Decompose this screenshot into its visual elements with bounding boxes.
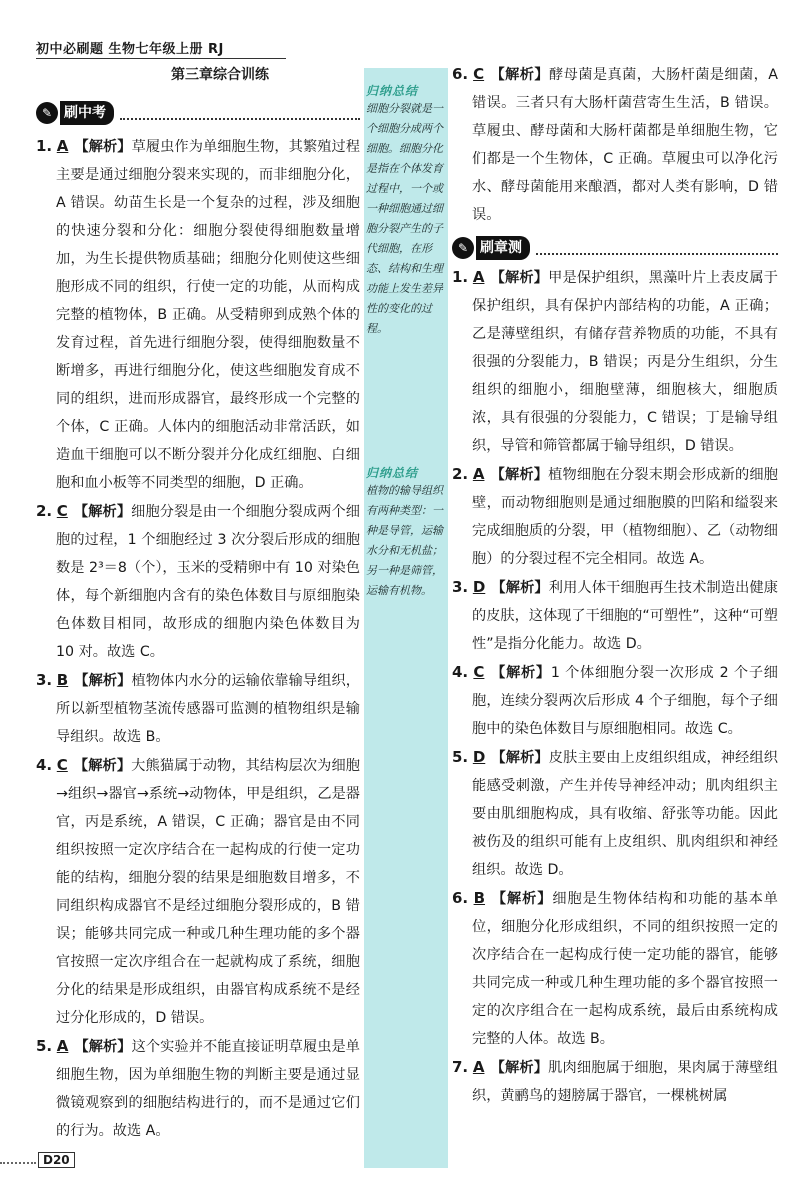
answer-item — [36, 497, 360, 666]
answer-choice: A — [472, 268, 485, 286]
answer-choice: C — [473, 663, 485, 681]
analysis-text: 这个实验并不能直接证明草履虫是单细胞生物，因为单细胞生物的判断主要是通过显微镜观察到的细胞结构进行的，而不是通过它们的行为。故选 A。 — [56, 1039, 360, 1139]
note-title-1: 归纳总结 — [366, 84, 419, 98]
note-text-1: 细胞分裂就是一个细胞分成两个细胞。细胞分化是指在个体发育过程中，一个或一种细胞通过细胞分裂产生的子代细胞，在形态、结构和生理功能上发生差异性的变化的过程。 — [366, 102, 443, 335]
footer-dotted-rule — [0, 1162, 36, 1164]
section-head-right — [452, 235, 778, 261]
pencil-icon: ✎ — [36, 102, 58, 124]
question-number: 3. — [452, 578, 469, 596]
answer-choice: A — [472, 465, 485, 483]
answer-choice: D — [472, 578, 486, 596]
analysis-tag: 【解析】 — [490, 1060, 549, 1076]
answer-item — [452, 263, 778, 460]
dotted-rule — [120, 106, 360, 120]
analysis-tag: 【解析】 — [490, 665, 551, 681]
analysis-text: 酵母菌是真菌，大肠杆菌是细菌，A 错误。三者只有大肠杆菌营寄生生活，B 错误。草履虫、酵母菌和大肠杆菌都是单细胞生物，它们都是一个生物体，C 正确。草履虫可以净化污水、酵母菌能用来酿酒，都对人类有影响，D 错误。 — [472, 67, 778, 223]
header-divider — [36, 58, 286, 59]
analysis-text: 肌肉细胞属于细胞，果肉属于薄壁组织，黄鹂鸟的翅膀属于器官，一棵桃树属 — [472, 1060, 778, 1104]
section-label-left: 刷中考 — [60, 101, 114, 125]
analysis-tag: 【解析】 — [490, 270, 549, 286]
question-number: 6. — [452, 65, 469, 83]
question-number: 2. — [36, 502, 53, 520]
answer-item — [452, 658, 778, 743]
question-number: 2. — [452, 465, 469, 483]
answer-item — [36, 132, 360, 497]
analysis-tag: 【解析】 — [491, 580, 549, 596]
chapter-title: 第三章综合训练 — [171, 67, 269, 83]
analysis-text: 1 个体细胞分裂一次形成 2 个子细胞，连续分裂两次后形成 4 个子细胞，每个子细胞中的染色体数目与原细胞相同。故选 C。 — [472, 665, 778, 737]
analysis-text: 植物体内水分的运输依靠输导组织，所以新型植物茎流传感器可监测的植物组织是输导组织。故选 B。 — [56, 673, 360, 745]
analysis-text: 利用人体干细胞再生技术制造出健康的皮肤，这体现了干细胞的“可塑性”，这种“可塑性”是指分化能力。故选 D。 — [472, 580, 778, 652]
analysis-text: 植物细胞在分裂末期会形成新的细胞壁，而动物细胞则是通过细胞膜的凹陷和缢裂来完成细胞质的分裂，甲（植物细胞）、乙（动物细胞）的分裂过程不完全相同。故选 A。 — [472, 467, 778, 567]
answer-item — [452, 460, 778, 573]
question-number: 4. — [36, 756, 53, 774]
right-column — [452, 60, 778, 1110]
answer-choice: A — [56, 1037, 69, 1055]
answer-item — [36, 751, 360, 1032]
running-header: 初中必刷题 生物七年级上册 RJ — [36, 42, 224, 57]
note-title-2: 归纳总结 — [366, 466, 419, 480]
analysis-tag: 【解析】 — [74, 139, 132, 155]
answer-item — [452, 743, 778, 884]
question-number: 4. — [452, 663, 469, 681]
answer-item — [452, 573, 778, 658]
answer-choice: C — [56, 756, 68, 774]
question-number: 5. — [452, 748, 469, 766]
answer-choice: C — [473, 65, 485, 83]
dotted-rule — [536, 241, 778, 255]
pencil-icon: ✎ — [452, 237, 474, 259]
answer-item — [452, 884, 778, 1053]
analysis-tag: 【解析】 — [491, 891, 553, 907]
answer-item — [36, 1032, 360, 1145]
question-number: 1. — [452, 268, 469, 286]
left-column — [36, 132, 360, 1145]
page-number: D20 — [38, 1152, 75, 1168]
analysis-text: 细胞是生物体结构和功能的基本单位，细胞分化形成组织，不同的组织按照一定的次序结合在一起构成行使一定功能的器官，能够共同完成一种或几种生理功能的多个器官按照一定的次序组合在一起构成系统，最后由系统构成完整的人体。故选 B。 — [472, 891, 778, 1047]
answer-choice: D — [472, 748, 486, 766]
question-number: 7. — [452, 1058, 469, 1076]
question-number: 3. — [36, 671, 53, 689]
answer-choice: B — [473, 889, 486, 907]
analysis-text: 大熊猫属于动物，其结构层次为细胞→组织→器官→系统→动物体，甲是组织，乙是器官，丙是系统，A 错误，C 正确；器官是由不同组织按照一定次序结合在一起构成的行使一定功能的结构，细胞分裂的结果是细胞数目增多，不同组织构成器官不是经过细胞分裂形成的，B 错误；能够共同完成一种或几种生理功能的多个器官按照一定次序组合在一起就构成了系统，细胞分化的结果是形成组织，由器官构成系统不是经过分化形成的，D 错误。 — [56, 758, 360, 1026]
answer-choice: A — [472, 1058, 485, 1076]
analysis-tag: 【解析】 — [73, 758, 132, 774]
analysis-tag: 【解析】 — [74, 1039, 132, 1055]
summary-note-1 — [366, 82, 446, 339]
analysis-text: 草履虫作为单细胞生物，其繁殖过程主要是通过细胞分裂来实现的，而非细胞分化，A 错误。幼苗生长是一个复杂的过程，涉及细胞的快速分裂和分化：细胞分裂使得细胞数量增加，为生长提供物质基础；细胞分化则使这些细胞形成不同的组织，行使一定的功能，从而构成完整的植物体，B 正确。从受精卵到成熟个体的发育过程，首先进行细胞分裂，使得细胞数量不断增多，再进行细胞分化，使这些细胞发育成不同的组织，进而形成器官，最终形成一个完整的个体，C 正确。人体内的细胞活动非常活跃，如造血干细胞可以不断分裂并分化成红细胞、白细胞和血小板等不同类型的细胞，D 正确。 — [56, 139, 360, 491]
answer-item — [452, 1053, 778, 1110]
analysis-text: 细胞分裂是由一个细胞分裂成两个细胞的过程，1 个细胞经过 3 次分裂后形成的细胞数是 2³＝8（个），玉米的受精卵中有 10 对染色体，每个新细胞内含有的染色体数目与原细胞染色体数目相同，故形成的细胞内染色体数目为 10 对。故选 C。 — [56, 504, 360, 660]
answer-item — [36, 666, 360, 751]
section-head-left — [36, 100, 360, 126]
analysis-tag: 【解析】 — [490, 67, 550, 83]
answer-choice: B — [56, 671, 69, 689]
answer-choice: C — [56, 502, 68, 520]
question-number: 5. — [36, 1037, 53, 1055]
analysis-tag: 【解析】 — [73, 504, 132, 520]
analysis-tag: 【解析】 — [490, 467, 549, 483]
analysis-text: 甲是保护组织，黑藻叶片上表皮属于保护组织，具有保护内部结构的功能，A 正确；乙是薄壁组织，有储存营养物质的功能，不具有很强的分裂能力，B 错误；丙是分生组织，分生组织的细胞小，细胞壁薄，细胞核大，细胞质浓，具有很强的分裂能力，C 错误；丁是输导组织，导管和筛管都属于输导组织，D 错误。 — [472, 270, 778, 454]
question-number: 6. — [452, 889, 469, 907]
analysis-tag: 【解析】 — [74, 673, 132, 689]
note-text-2: 植物的输导组织有两种类型：一种是导管，运输水分和无机盐；另一种是筛管，运输有机物。 — [366, 484, 443, 597]
question-number: 1. — [36, 137, 53, 155]
section-label-right: 刷章测 — [476, 236, 530, 260]
answer-choice: A — [56, 137, 69, 155]
analysis-tag: 【解析】 — [491, 750, 549, 766]
answer-item — [452, 60, 778, 229]
analysis-text: 皮肤主要由上皮组织组成，神经组织能感受刺激，产生并传导神经冲动；肌肉组织主要由肌细胞构成，具有收缩、舒张等功能。因此被伤及的组织可能有上皮组织、肌肉组织和神经组织。故选 D。 — [472, 750, 778, 878]
summary-note-2 — [366, 464, 446, 601]
